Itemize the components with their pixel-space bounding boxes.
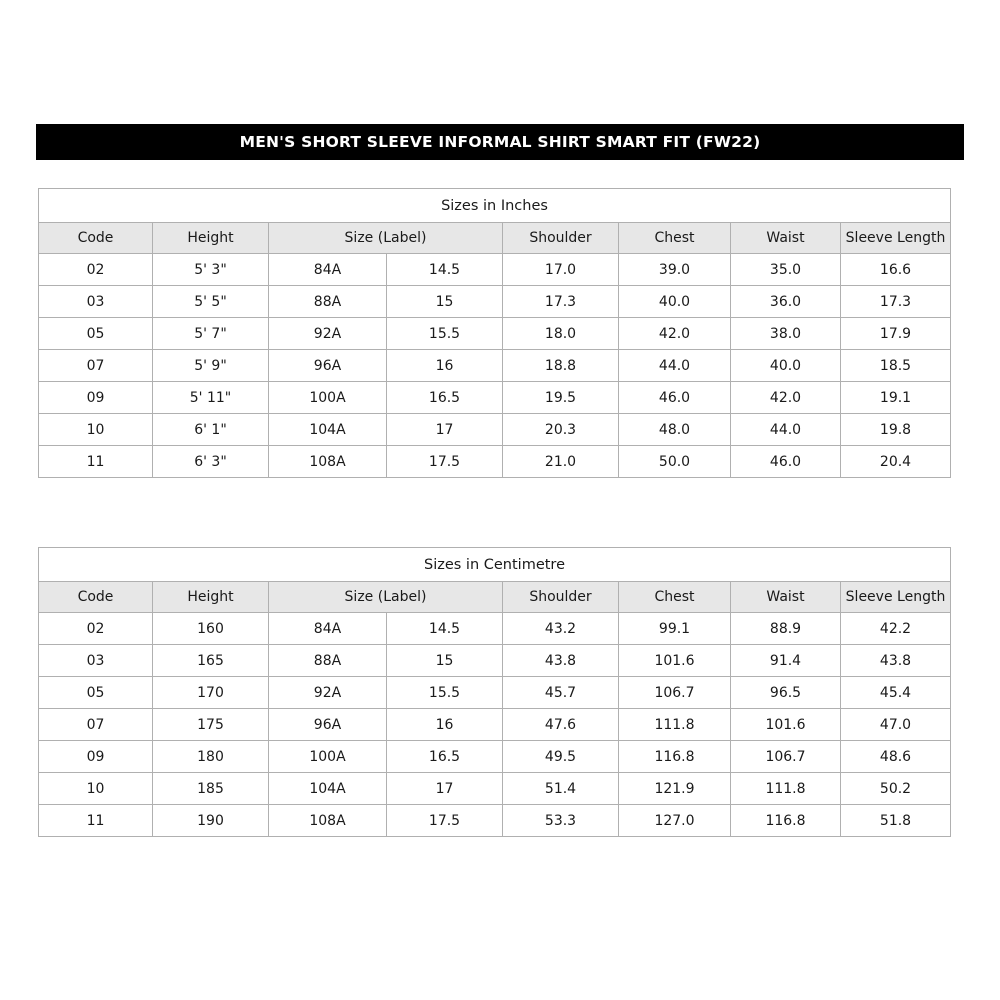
cell-height: 180 xyxy=(153,741,269,773)
cell-size-numeric: 15 xyxy=(387,286,503,318)
cell-waist: 36.0 xyxy=(731,286,841,318)
cell-height: 6' 1" xyxy=(153,414,269,446)
cell-shoulder: 43.8 xyxy=(503,645,619,677)
page-title xyxy=(36,124,964,160)
cell-size-label: 108A xyxy=(269,805,387,837)
cell-size-numeric: 17 xyxy=(387,773,503,805)
table-header-row xyxy=(39,223,951,254)
cell-waist: 40.0 xyxy=(731,350,841,382)
column-header-shoulder: Shoulder xyxy=(503,223,619,254)
cell-shoulder: 18.0 xyxy=(503,318,619,350)
cell-size-label: 100A xyxy=(269,741,387,773)
column-header-shoulder: Shoulder xyxy=(503,582,619,613)
cell-size-numeric: 16.5 xyxy=(387,741,503,773)
cell-height: 6' 3" xyxy=(153,446,269,478)
table-row xyxy=(39,773,951,805)
cell-height: 5' 11" xyxy=(153,382,269,414)
cell-sleeve-length: 19.1 xyxy=(841,382,951,414)
cell-size-numeric: 17.5 xyxy=(387,446,503,478)
cell-code: 05 xyxy=(39,677,153,709)
cell-height: 5' 9" xyxy=(153,350,269,382)
table-row xyxy=(39,805,951,837)
cell-chest: 116.8 xyxy=(619,741,731,773)
cell-chest: 50.0 xyxy=(619,446,731,478)
cell-code: 10 xyxy=(39,773,153,805)
cell-waist: 35.0 xyxy=(731,254,841,286)
cell-sleeve-length: 51.8 xyxy=(841,805,951,837)
cell-height: 165 xyxy=(153,645,269,677)
column-header-size-label: Size (Label) xyxy=(269,582,503,613)
cell-sleeve-length: 43.8 xyxy=(841,645,951,677)
cell-code: 07 xyxy=(39,709,153,741)
table-row xyxy=(39,382,951,414)
cell-waist: 101.6 xyxy=(731,709,841,741)
cell-shoulder: 51.4 xyxy=(503,773,619,805)
cell-size-numeric: 17.5 xyxy=(387,805,503,837)
cell-shoulder: 17.0 xyxy=(503,254,619,286)
cell-sleeve-length: 20.4 xyxy=(841,446,951,478)
table-row xyxy=(39,709,951,741)
cell-code: 10 xyxy=(39,414,153,446)
cell-chest: 106.7 xyxy=(619,677,731,709)
cell-waist: 88.9 xyxy=(731,613,841,645)
cell-shoulder: 20.3 xyxy=(503,414,619,446)
column-header-chest: Chest xyxy=(619,223,731,254)
cell-sleeve-length: 18.5 xyxy=(841,350,951,382)
cell-size-numeric: 16 xyxy=(387,350,503,382)
table-caption: Sizes in Inches xyxy=(39,189,951,223)
cell-code: 02 xyxy=(39,254,153,286)
cell-size-label: 92A xyxy=(269,677,387,709)
cell-shoulder: 21.0 xyxy=(503,446,619,478)
cell-size-numeric: 16.5 xyxy=(387,382,503,414)
cell-sleeve-length: 50.2 xyxy=(841,773,951,805)
table-caption-row xyxy=(39,189,951,223)
cell-height: 170 xyxy=(153,677,269,709)
cell-sleeve-length: 47.0 xyxy=(841,709,951,741)
size-table-centimetre xyxy=(38,547,951,837)
column-header-chest: Chest xyxy=(619,582,731,613)
cell-size-numeric: 15.5 xyxy=(387,318,503,350)
cell-chest: 46.0 xyxy=(619,382,731,414)
table-row xyxy=(39,613,951,645)
cell-height: 5' 3" xyxy=(153,254,269,286)
column-header-code: Code xyxy=(39,223,153,254)
cell-code: 05 xyxy=(39,318,153,350)
cell-code: 07 xyxy=(39,350,153,382)
cell-height: 5' 5" xyxy=(153,286,269,318)
cell-size-label: 104A xyxy=(269,414,387,446)
cell-code: 11 xyxy=(39,805,153,837)
cell-chest: 111.8 xyxy=(619,709,731,741)
table-row xyxy=(39,741,951,773)
cell-size-label: 104A xyxy=(269,773,387,805)
column-header-waist: Waist xyxy=(731,223,841,254)
cell-chest: 40.0 xyxy=(619,286,731,318)
column-header-sleeve-length: Sleeve Length xyxy=(841,582,951,613)
cell-code: 09 xyxy=(39,382,153,414)
cell-height: 190 xyxy=(153,805,269,837)
cell-waist: 96.5 xyxy=(731,677,841,709)
cell-waist: 44.0 xyxy=(731,414,841,446)
cell-code: 11 xyxy=(39,446,153,478)
cell-shoulder: 47.6 xyxy=(503,709,619,741)
cell-size-label: 96A xyxy=(269,709,387,741)
cell-chest: 101.6 xyxy=(619,645,731,677)
cell-code: 03 xyxy=(39,645,153,677)
table-row xyxy=(39,286,951,318)
table-row xyxy=(39,677,951,709)
cell-size-label: 88A xyxy=(269,645,387,677)
cell-size-numeric: 15 xyxy=(387,645,503,677)
cell-height: 185 xyxy=(153,773,269,805)
cell-code: 03 xyxy=(39,286,153,318)
cell-shoulder: 45.7 xyxy=(503,677,619,709)
cell-code: 09 xyxy=(39,741,153,773)
page-title-text: MEN'S SHORT SLEEVE INFORMAL SHIRT SMART FIT (FW22) xyxy=(239,133,761,151)
cell-sleeve-length: 19.8 xyxy=(841,414,951,446)
cell-sleeve-length: 17.3 xyxy=(841,286,951,318)
column-header-height: Height xyxy=(153,582,269,613)
cell-sleeve-length: 16.6 xyxy=(841,254,951,286)
cell-chest: 39.0 xyxy=(619,254,731,286)
cell-shoulder: 19.5 xyxy=(503,382,619,414)
table-row xyxy=(39,318,951,350)
cell-waist: 106.7 xyxy=(731,741,841,773)
cell-size-label: 96A xyxy=(269,350,387,382)
cell-chest: 99.1 xyxy=(619,613,731,645)
column-header-code: Code xyxy=(39,582,153,613)
cell-size-numeric: 14.5 xyxy=(387,254,503,286)
cell-waist: 46.0 xyxy=(731,446,841,478)
cell-waist: 42.0 xyxy=(731,382,841,414)
cell-shoulder: 49.5 xyxy=(503,741,619,773)
table-caption: Sizes in Centimetre xyxy=(39,548,951,582)
cell-chest: 48.0 xyxy=(619,414,731,446)
cell-size-label: 84A xyxy=(269,254,387,286)
cell-size-numeric: 17 xyxy=(387,414,503,446)
cell-size-numeric: 14.5 xyxy=(387,613,503,645)
size-table-inches xyxy=(38,188,951,478)
cell-height: 175 xyxy=(153,709,269,741)
cell-code: 02 xyxy=(39,613,153,645)
table-row xyxy=(39,446,951,478)
cell-chest: 42.0 xyxy=(619,318,731,350)
cell-shoulder: 17.3 xyxy=(503,286,619,318)
cell-shoulder: 43.2 xyxy=(503,613,619,645)
column-header-size-label: Size (Label) xyxy=(269,223,503,254)
cell-sleeve-length: 45.4 xyxy=(841,677,951,709)
cell-chest: 44.0 xyxy=(619,350,731,382)
table-row xyxy=(39,350,951,382)
table-row xyxy=(39,645,951,677)
table-row xyxy=(39,254,951,286)
cell-waist: 38.0 xyxy=(731,318,841,350)
cell-size-label: 84A xyxy=(269,613,387,645)
table-row xyxy=(39,414,951,446)
cell-sleeve-length: 42.2 xyxy=(841,613,951,645)
cell-sleeve-length: 48.6 xyxy=(841,741,951,773)
cell-size-label: 108A xyxy=(269,446,387,478)
cell-chest: 121.9 xyxy=(619,773,731,805)
table-caption-row xyxy=(39,548,951,582)
cell-height: 160 xyxy=(153,613,269,645)
cell-size-label: 92A xyxy=(269,318,387,350)
cell-size-numeric: 16 xyxy=(387,709,503,741)
cell-size-numeric: 15.5 xyxy=(387,677,503,709)
cell-shoulder: 53.3 xyxy=(503,805,619,837)
table-header-row xyxy=(39,582,951,613)
cell-waist: 116.8 xyxy=(731,805,841,837)
cell-size-label: 100A xyxy=(269,382,387,414)
cell-shoulder: 18.8 xyxy=(503,350,619,382)
cell-waist: 91.4 xyxy=(731,645,841,677)
cell-waist: 111.8 xyxy=(731,773,841,805)
column-header-waist: Waist xyxy=(731,582,841,613)
cell-sleeve-length: 17.9 xyxy=(841,318,951,350)
column-header-height: Height xyxy=(153,223,269,254)
cell-chest: 127.0 xyxy=(619,805,731,837)
column-header-sleeve-length: Sleeve Length xyxy=(841,223,951,254)
cell-size-label: 88A xyxy=(269,286,387,318)
cell-height: 5' 7" xyxy=(153,318,269,350)
